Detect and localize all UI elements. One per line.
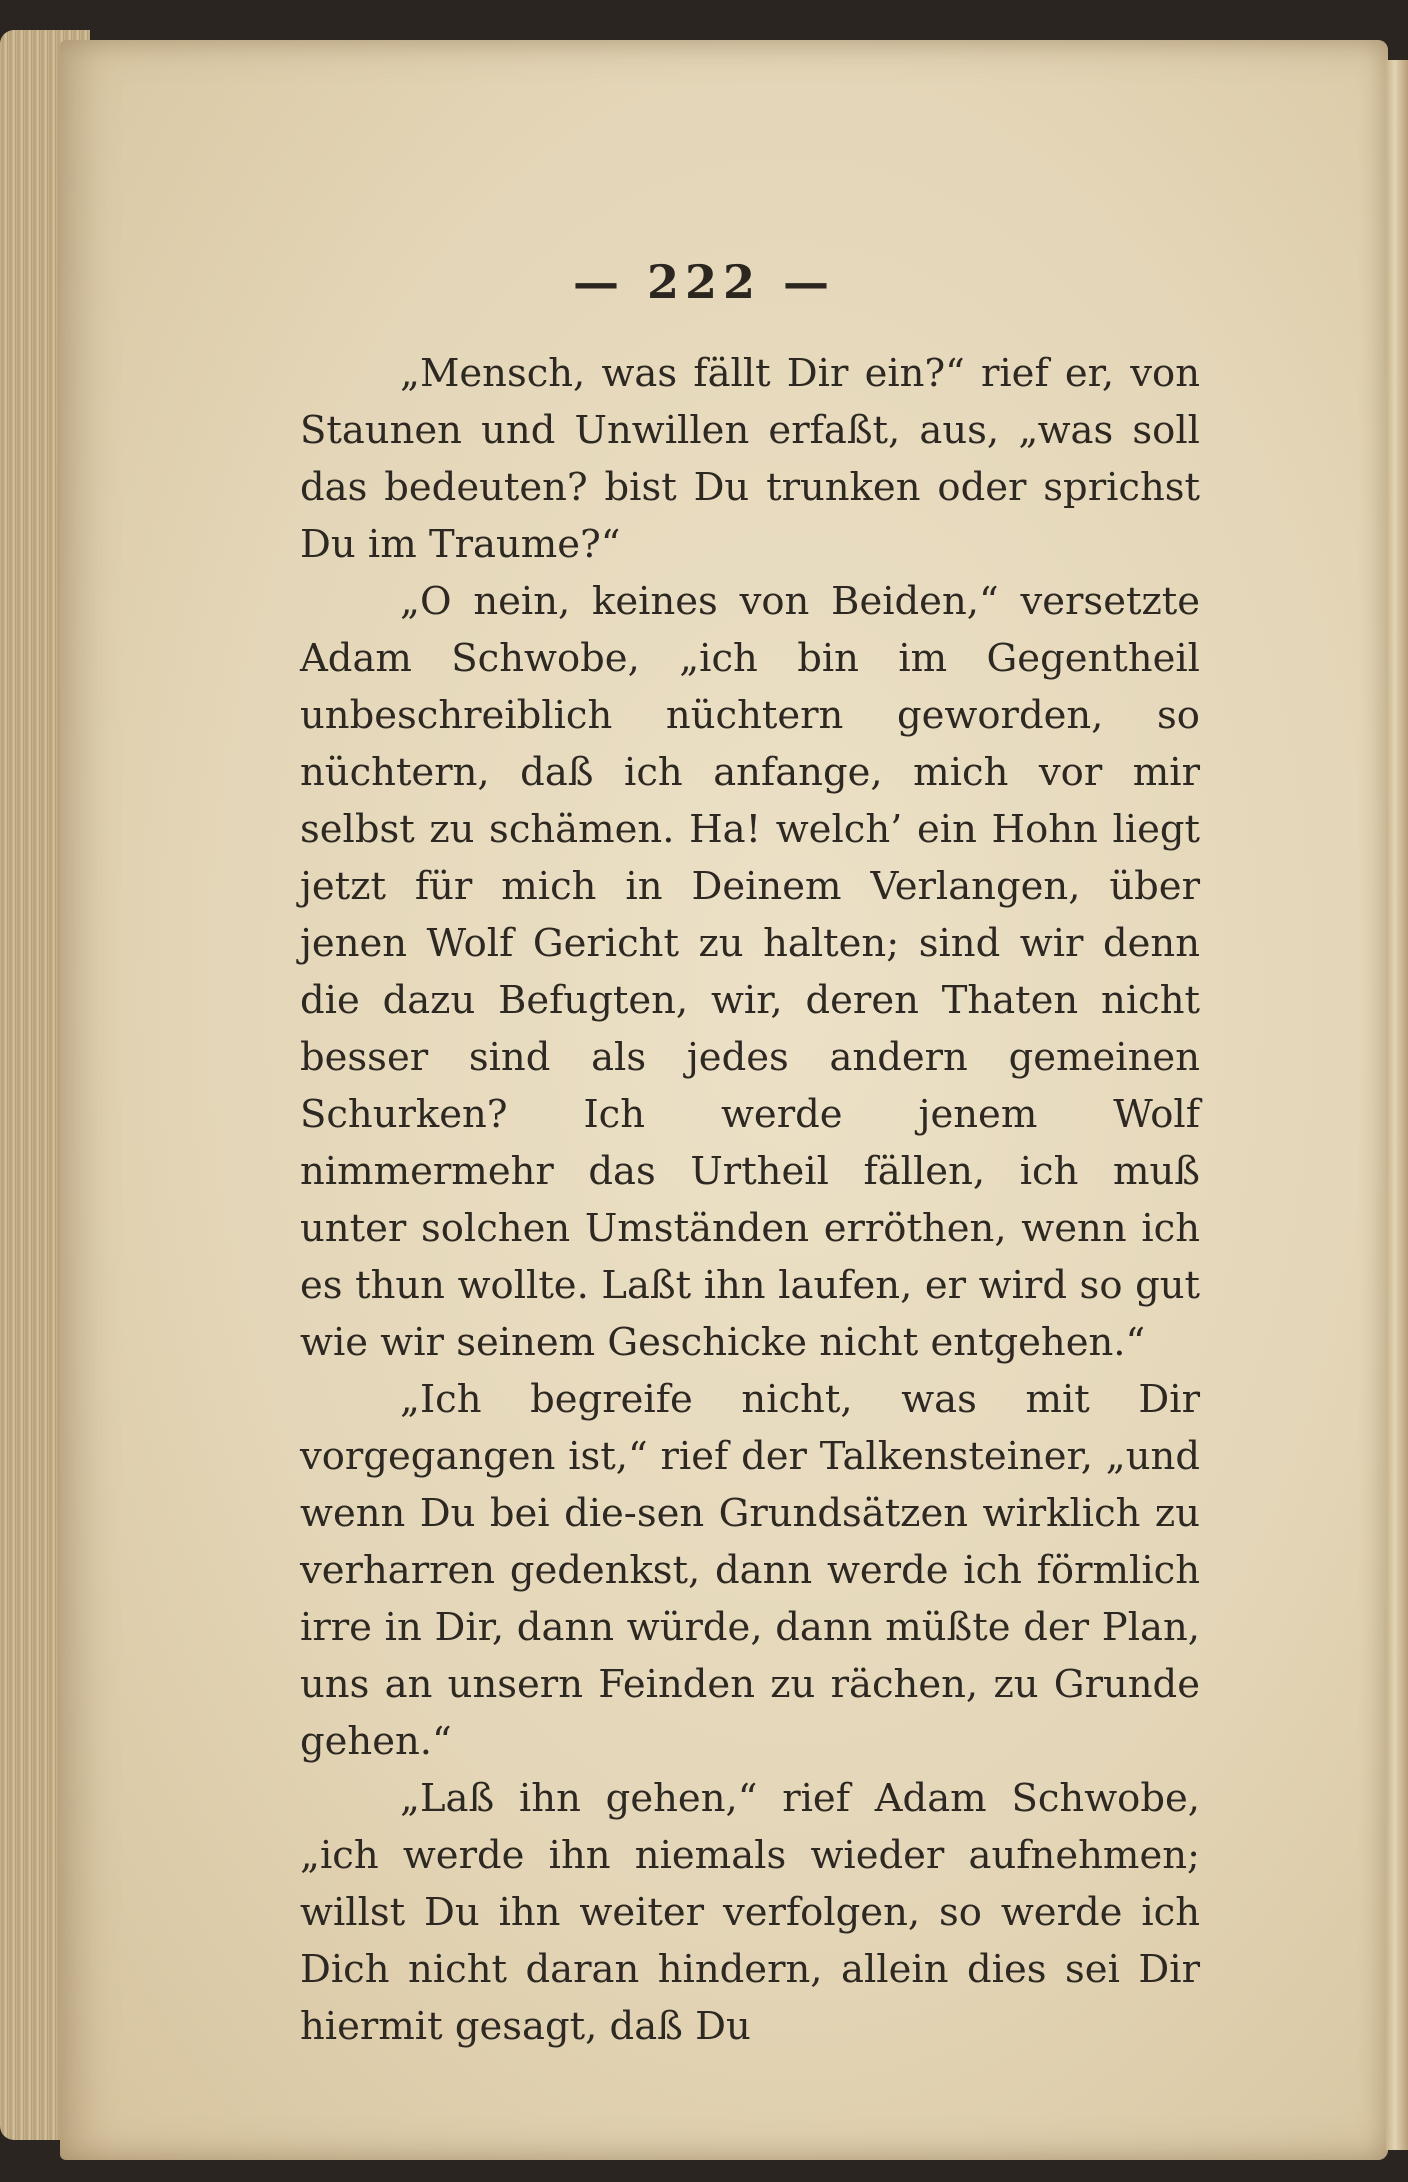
page-right-edge [1386, 60, 1408, 2150]
paragraph-4: „Laß ihn gehen,“ rief Adam Schwobe, „ich werde ihn niemals wieder aufnehmen; willst Du ihn weiter verfolgen, so werde ich Dich nicht daran hindern, allein dies sei Dir hiermit gesagt, daß Du [300, 1776, 1200, 2049]
paragraph-2: „O nein, keines von Beiden,“ versetzte Adam Schwobe, „ich bin im Gegentheil unbeschreiblich nüchtern geworden, so nüchtern, daß ich anfange, mich vor mir selbst zu schämen. Ha! welch’ ein Hohn liegt jetzt für mich in Deinem Verlangen, über jenen Wolf Gericht zu halten; sind wir denn die dazu Befugten, wir, deren Thaten nicht besser sind als jedes andern gemeinen Schurken? Ich werde jenem Wolf nimmermehr das Urtheil fällen, ich muß unter solchen Umständen erröthen, wenn ich es thun wollte. Laßt ihn laufen, er wird so gut wie wir seinem Geschicke nicht entgehen.“ [300, 579, 1200, 1365]
body-text [300, 345, 1200, 2055]
paragraph-1: „Mensch, was fällt Dir ein?“ rief er, von Staunen und Unwillen erfaßt, aus, „was soll das bedeuten? bist Du trunken oder sprichst Du im Traume?“ [300, 351, 1200, 567]
page-number: — 222 — [572, 255, 836, 309]
paragraph-3: „Ich begreife nicht, was mit Dir vorgegangen ist,“ rief der Talkensteiner, „und wenn Du bei die-sen Grundsätzen wirklich zu verharren gedenkst, dann werde ich förmlich irre in Dir, dann würde, dann müßte der Plan, uns an unsern Feinden zu rächen, zu Grunde gehen.“ [300, 1377, 1200, 1764]
